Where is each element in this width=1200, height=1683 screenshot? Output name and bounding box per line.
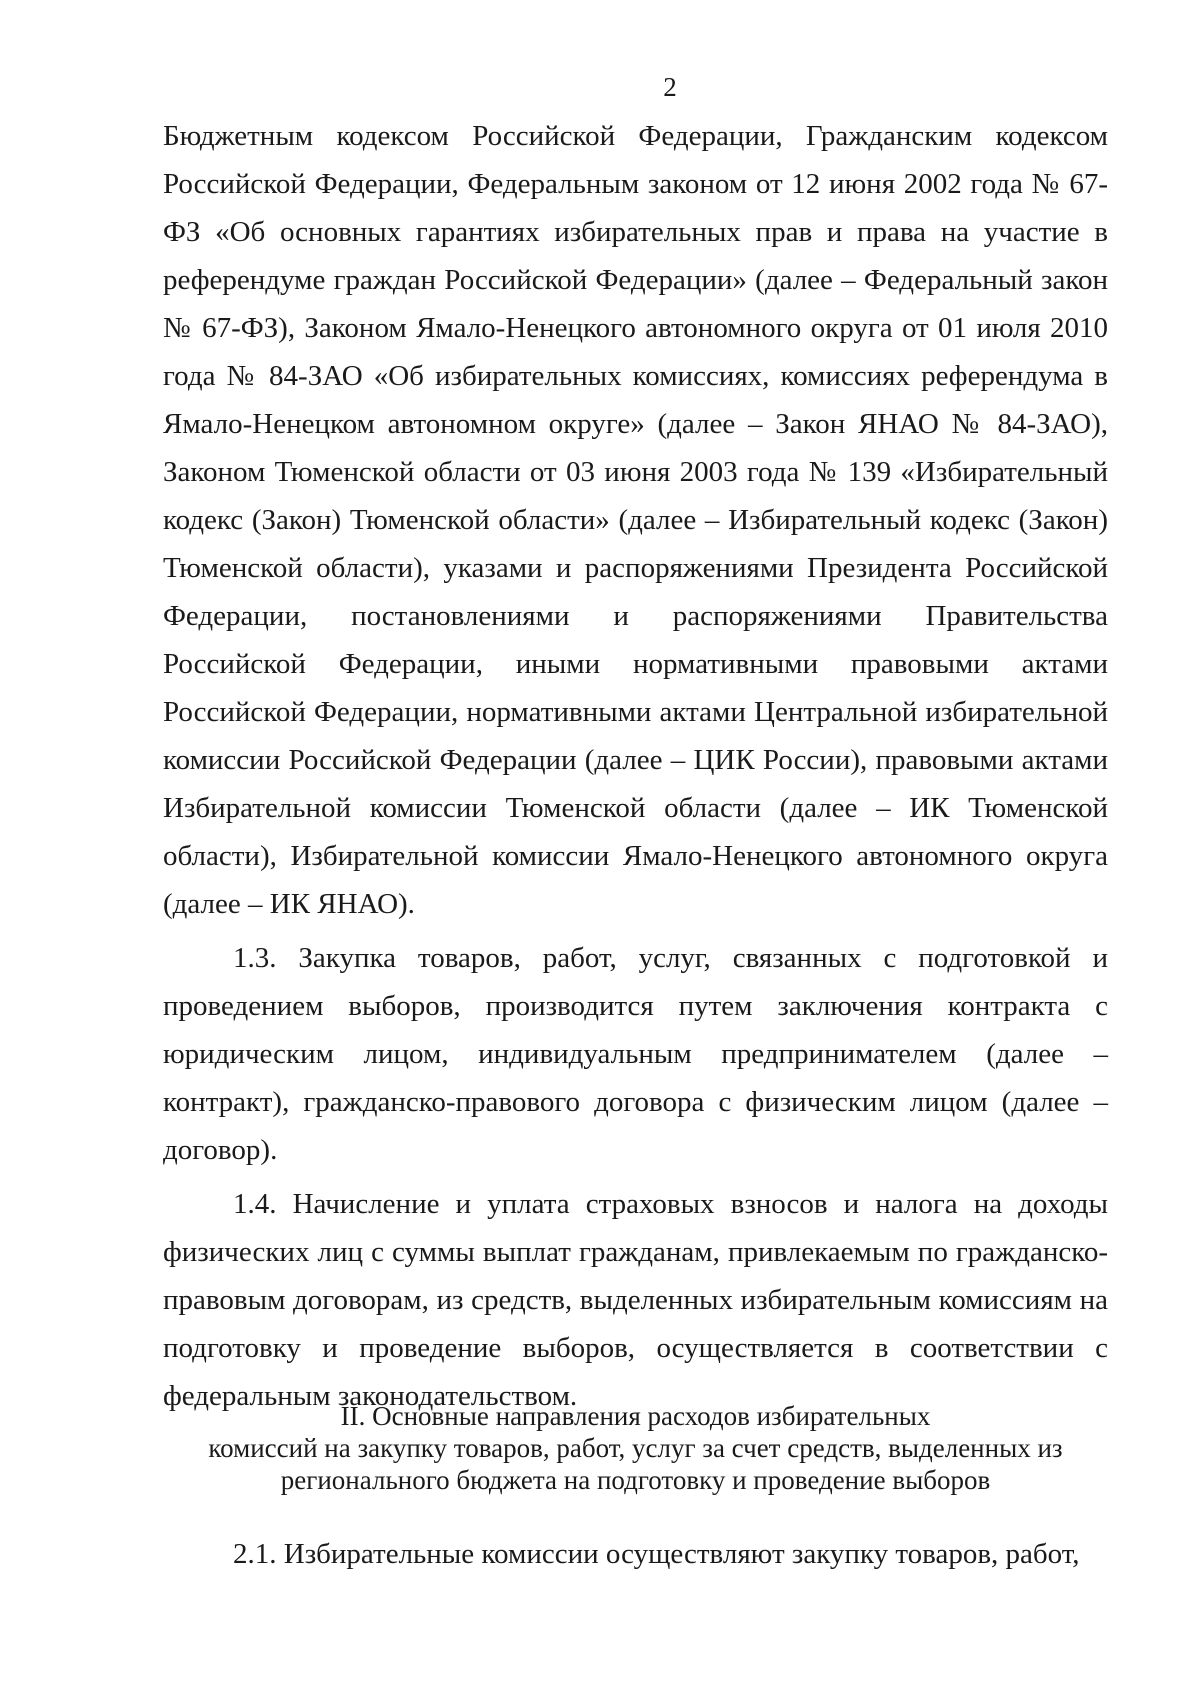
page-number: 2: [663, 72, 677, 102]
paragraph-2-1: 2.1. Избирательные комиссии осуществляют закупку товаров, работ,: [233, 1538, 1080, 1570]
section-heading-line-3: регионального бюджета на подготовку и проведение выборов: [280, 1465, 991, 1495]
section-heading-line-2: комиссий на закупку товаров, работ, услуг за счет средств, выделенных из: [208, 1433, 1063, 1463]
paragraph-1-4: 1.4. Начисление и уплата страховых взносов и налога на доходы физических лиц с суммы выплат гражданам, привлекаемым по гражданско-правовым договорам, из средств, выделенных избирательным комиссиям на подготовку и проведение выборов, осуществляется в соответствии с федеральным законодательством.: [163, 1188, 1108, 1412]
intro-paragraph: Бюджетным кодексом Российской Федерации, Гражданским кодексом Российской Федерации, Федеральным законом от 12 июня 2002 года № 67-ФЗ «Об основных гарантиях избирательных прав и права на участие в референдуме граждан Российской Федерации» (далее – Федеральный закон № 67-ФЗ), Законом Ямало-Ненецкого автономного округа от 01 июля 2010 года № 84-ЗАО «Об избирательных комиссиях, комиссиях референдума в Ямало-Ненецком автономном округе» (далее – Закон ЯНАО № 84-ЗАО), Законом Тюменской области от 03 июня 2003 года № 139 «Избирательный кодекс (Закон) Тюменской области» (далее – Избирательный кодекс (Закон) Тюменской области), указами и распоряжениями Президента Российской Федерации, постановлениями и распоряжениями Правительства Российской Федерации, иными нормативными правовыми актами Российской Федерации, нормативными актами Центральной избирательной комиссии Российской Федерации (далее – ЦИК России), правовыми актами Избирательной комиссии Тюменской области (далее – ИК Тюменской области), Избирательной комиссии Ямало-Ненецкого автономного округа (далее – ИК ЯНАО).: [163, 120, 1108, 920]
paragraph-1-3: 1.3. Закупка товаров, работ, услуг, связанных с подготовкой и проведением выборов, производится путем заключения контракта с юридическим лицом, индивидуальным предпринимателем (далее – контракт), гражданско-правового договора с физическим лицом (далее – договор).: [163, 942, 1108, 1166]
document-body: [163, 112, 1108, 1420]
section-heading: [163, 1400, 1108, 1496]
section-heading-line-1: II. Основные направления расходов избирательных: [340, 1401, 931, 1431]
